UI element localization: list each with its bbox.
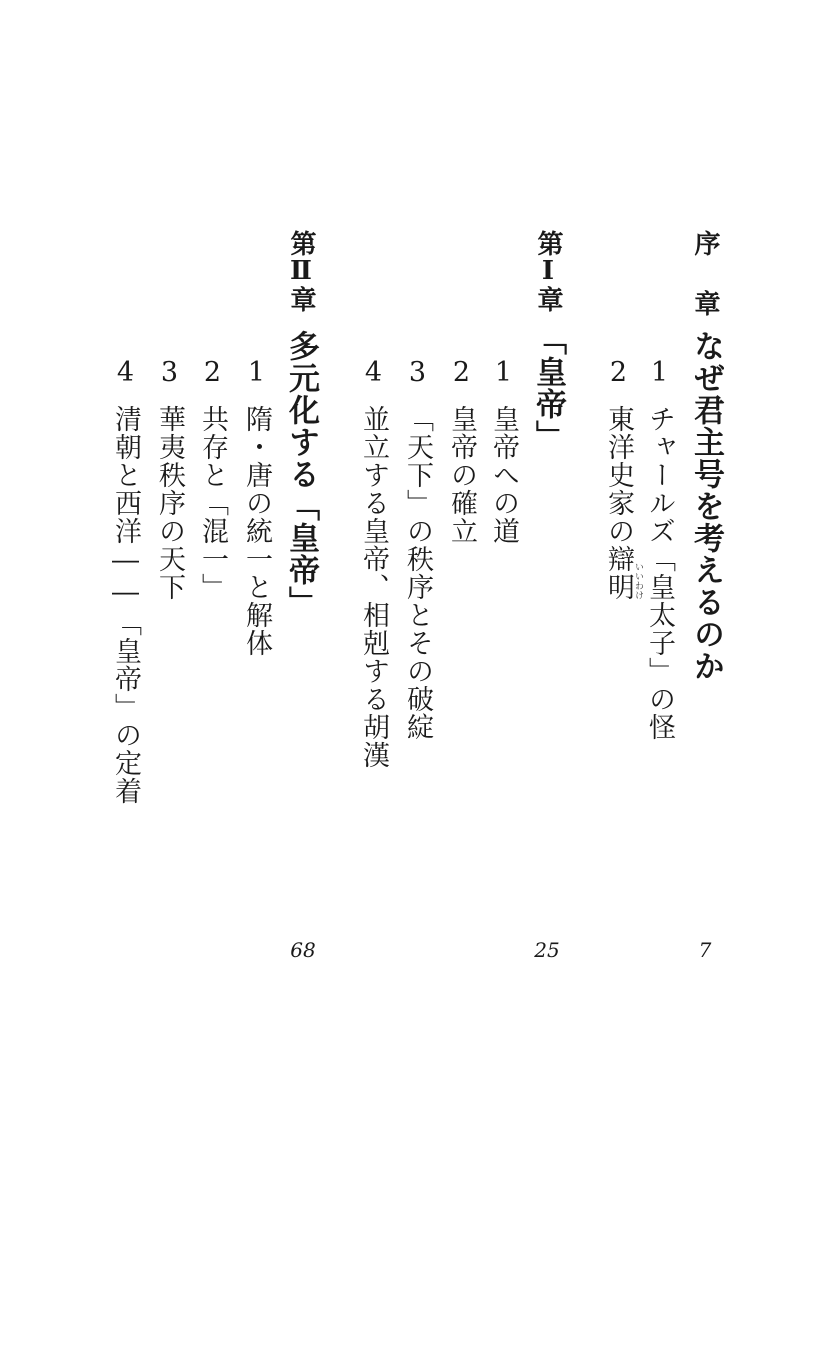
section-number: 1 [241,357,272,388]
section-number: 3 [402,357,433,388]
section-ruby: いいわけ [633,562,643,600]
section-title[interactable]: 「天下」の秩序とその破綻 [402,405,433,741]
section-number: 1 [644,357,675,388]
section-title[interactable]: 皇帝の確立 [446,405,477,545]
section-title[interactable]: 清朝と西洋――「皇帝」の定着 [110,405,141,805]
section-number: 2 [197,357,228,388]
section-number: 4 [110,357,141,388]
section-title[interactable]: 華夷秩序の天下 [154,405,185,601]
section-number: 2 [446,357,477,388]
section-number: 1 [488,357,519,388]
section-number: 4 [358,357,389,388]
chapter-title[interactable]: なぜ君主号を考えるのか [688,330,724,682]
chapter-title[interactable]: 多元化する「皇帝」 [283,330,319,618]
page-number: 7 [698,938,712,962]
section-title[interactable]: 東洋史家の辯明 [603,405,634,601]
section-title[interactable]: 共存と「混一」 [197,405,228,601]
chapter-label: 序章 [690,230,720,350]
chapter-label: 第Ⅰ章 [533,230,563,312]
page-number: 68 [290,938,316,962]
section-title[interactable]: 皇帝への道 [488,405,519,545]
section-title[interactable]: チャールズ「皇太子」の怪 [644,405,675,741]
section-title[interactable]: 隋・唐の統一と解体 [241,405,272,657]
page-number: 25 [534,938,560,962]
section-number: 2 [603,357,634,388]
chapter-label: 第Ⅱ章 [286,230,316,312]
section-title[interactable]: 並立する皇帝、相剋する胡漢 [358,405,389,769]
section-number: 3 [154,357,185,388]
chapter-title[interactable]: 「皇帝」 [530,324,566,452]
